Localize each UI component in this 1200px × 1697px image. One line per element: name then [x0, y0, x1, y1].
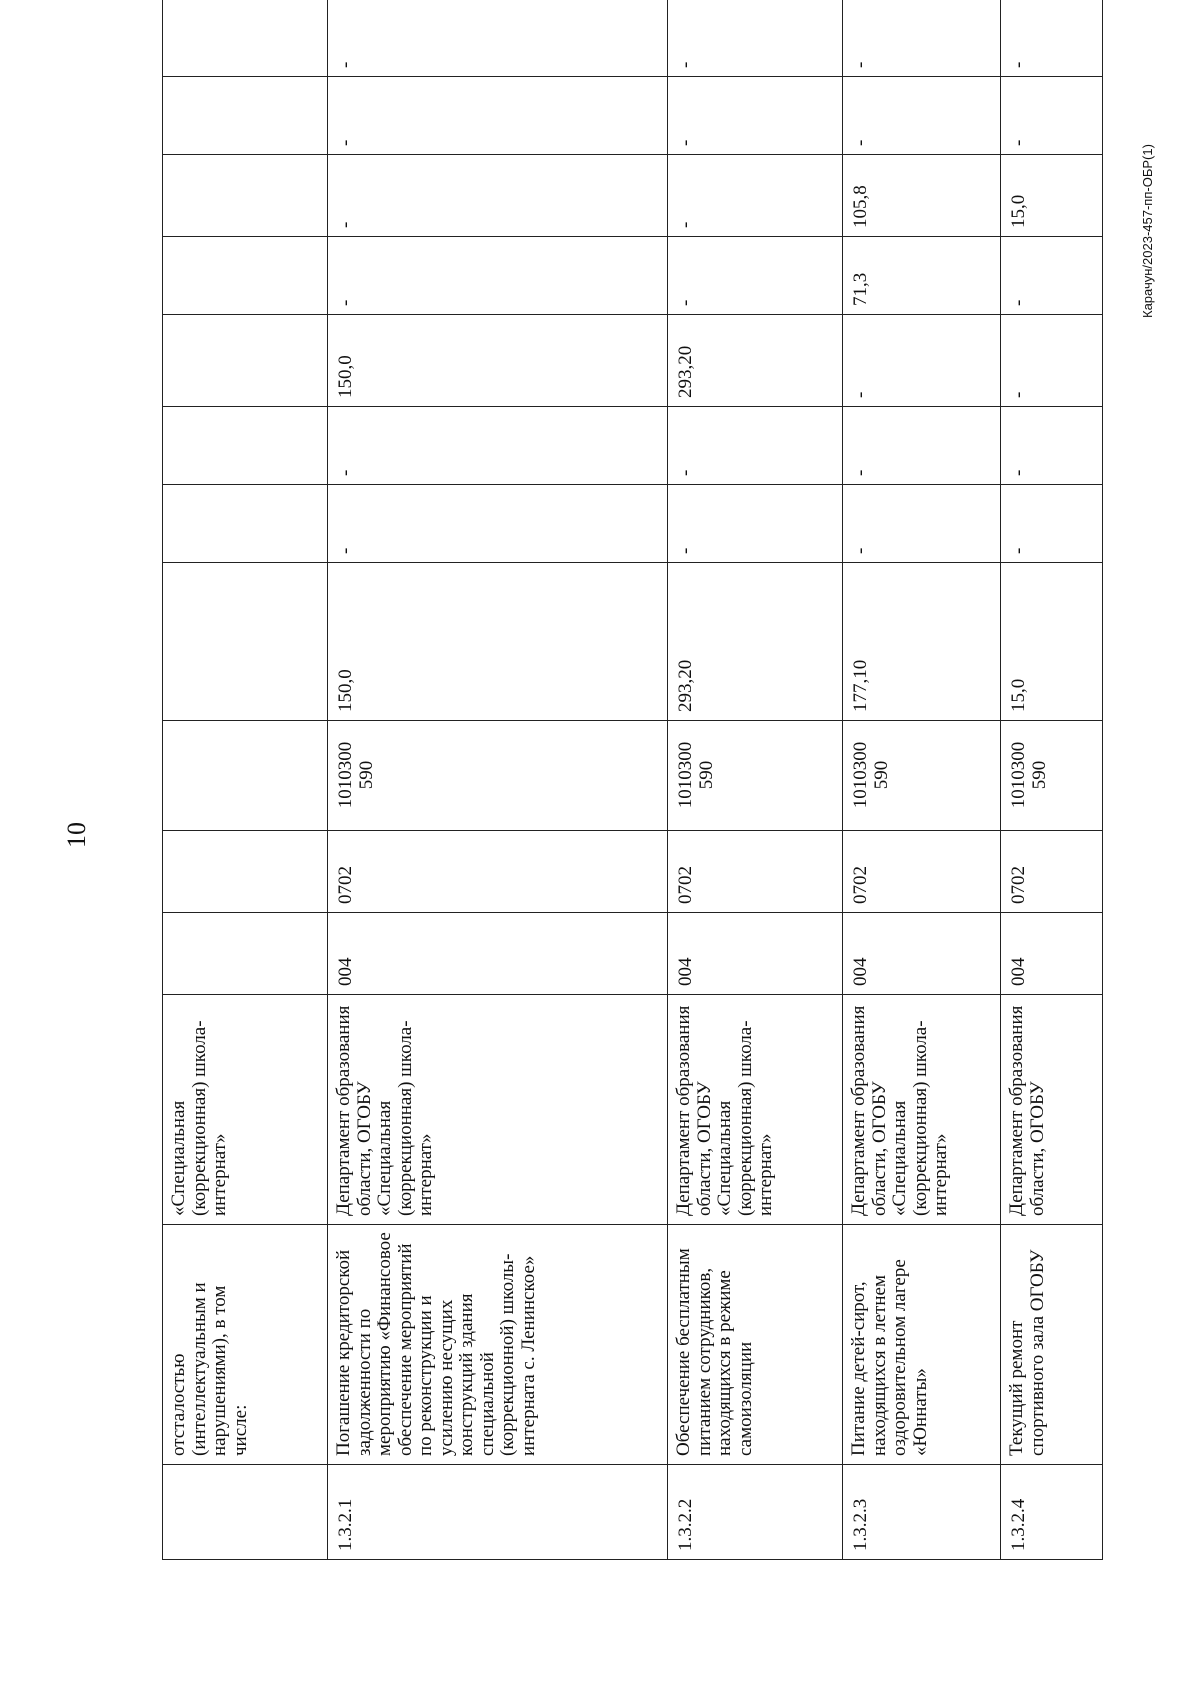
cell-y2019: - — [843, 485, 1001, 563]
cell-rz: 0702 — [1001, 831, 1103, 913]
cell-num: 1.3.2.3 — [843, 1465, 1001, 1560]
cell-total — [163, 563, 328, 721]
cell-y2024: - — [1001, 77, 1103, 155]
cell-y2021: 293,20 — [668, 315, 843, 407]
cell-csr: 1010300 590 — [1001, 721, 1103, 831]
cell-y2021 — [163, 315, 328, 407]
cell-y2020: - — [328, 407, 668, 485]
cell-y2019 — [163, 485, 328, 563]
cell-y2021: - — [843, 315, 1001, 407]
cell-y2024 — [163, 77, 328, 155]
cell-name: Погашение кредиторской задолженности по мероприятию «Финансовое обеспечение мероприятий по реконструкции и усилению несущих конструкций здания специальной (коррекционной) школы-интерната с. Ленинское» — [328, 1225, 668, 1465]
cell-y2023: 105,8 — [843, 155, 1001, 237]
cell-y2025: - — [668, 0, 843, 77]
cell-total: 177,10 — [843, 563, 1001, 721]
cell-num — [163, 1465, 328, 1560]
page-number: 10 — [62, 822, 91, 848]
cell-y2022: - — [1001, 237, 1103, 315]
cell-total: 293,20 — [668, 563, 843, 721]
cell-y2023: - — [668, 155, 843, 237]
budget-table — [162, 0, 1103, 1560]
cell-y2024: - — [843, 77, 1001, 155]
cell-y2022: - — [328, 237, 668, 315]
cell-executor: Департамент образования области, ОГОБУ «Специальная (коррекционная) школа-интернат» — [843, 995, 1001, 1225]
cell-csr: 1010300 590 — [668, 721, 843, 831]
cell-grbs — [163, 913, 328, 995]
cell-executor: Департамент образования области, ОГОБУ «Специальная (коррекционная) школа-интернат» — [668, 995, 843, 1225]
cell-csr — [163, 721, 328, 831]
cell-y2023: - — [328, 155, 668, 237]
cell-y2023: 15,0 — [1001, 155, 1103, 237]
cell-grbs: 004 — [843, 913, 1001, 995]
document-code: Карачун/2023-457-пп-ОБР(1) — [1140, 144, 1155, 318]
cell-y2020: - — [1001, 407, 1103, 485]
cell-rz: 0702 — [668, 831, 843, 913]
cell-name: Текущий ремонт спортивного зала ОГОБУ — [1001, 1225, 1103, 1465]
cell-y2019: - — [328, 485, 668, 563]
cell-name: отсталостью (интеллектуальным и нарушениями), в том числе: — [163, 1225, 328, 1465]
cell-rz: 0702 — [843, 831, 1001, 913]
cell-y2019: - — [668, 485, 843, 563]
cell-num: 1.3.2.1 — [328, 1465, 668, 1560]
cell-y2021: 150,0 — [328, 315, 668, 407]
cell-executor: Департамент образования области, ОГОБУ — [1001, 995, 1103, 1225]
cell-y2019: - — [1001, 485, 1103, 563]
table-row — [843, 0, 1001, 1560]
cell-csr: 1010300 590 — [328, 721, 668, 831]
cell-csr: 1010300 590 — [843, 721, 1001, 831]
cell-grbs: 004 — [328, 913, 668, 995]
cell-y2021: - — [1001, 315, 1103, 407]
table-row — [163, 0, 328, 1560]
cell-executor: Департамент образования области, ОГОБУ «Специальная (коррекционная) школа-интернат» — [328, 995, 668, 1225]
cell-y2022: - — [668, 237, 843, 315]
cell-y2024: - — [668, 77, 843, 155]
cell-y2020: - — [843, 407, 1001, 485]
table-row — [668, 0, 843, 1560]
cell-name: Обеспечение бесплатным питанием сотрудников, находящихся в режиме самоизоляции — [668, 1225, 843, 1465]
cell-y2025: - — [843, 0, 1001, 77]
cell-total: 15,0 — [1001, 563, 1103, 721]
rotated-table-container — [162, 61, 1102, 1560]
cell-num: 1.3.2.4 — [1001, 1465, 1103, 1560]
cell-y2022: 71,3 — [843, 237, 1001, 315]
cell-rz — [163, 831, 328, 913]
cell-name: Питание детей-сирот, находящихся в летнем оздоровительном лагере «Юннаты» — [843, 1225, 1001, 1465]
cell-y2024: - — [328, 77, 668, 155]
cell-y2025: - — [328, 0, 668, 77]
cell-y2020: - — [668, 407, 843, 485]
table-row — [1001, 0, 1103, 1560]
cell-y2020 — [163, 407, 328, 485]
cell-num: 1.3.2.2 — [668, 1465, 843, 1560]
cell-y2025 — [163, 0, 328, 77]
table-row — [328, 0, 668, 1560]
cell-total: 150,0 — [328, 563, 668, 721]
cell-executor: «Специальная (коррекционная) школа-интернат» — [163, 995, 328, 1225]
cell-rz: 0702 — [328, 831, 668, 913]
cell-y2025: - — [1001, 0, 1103, 77]
cell-grbs: 004 — [668, 913, 843, 995]
cell-y2023 — [163, 155, 328, 237]
cell-y2022 — [163, 237, 328, 315]
cell-grbs: 004 — [1001, 913, 1103, 995]
